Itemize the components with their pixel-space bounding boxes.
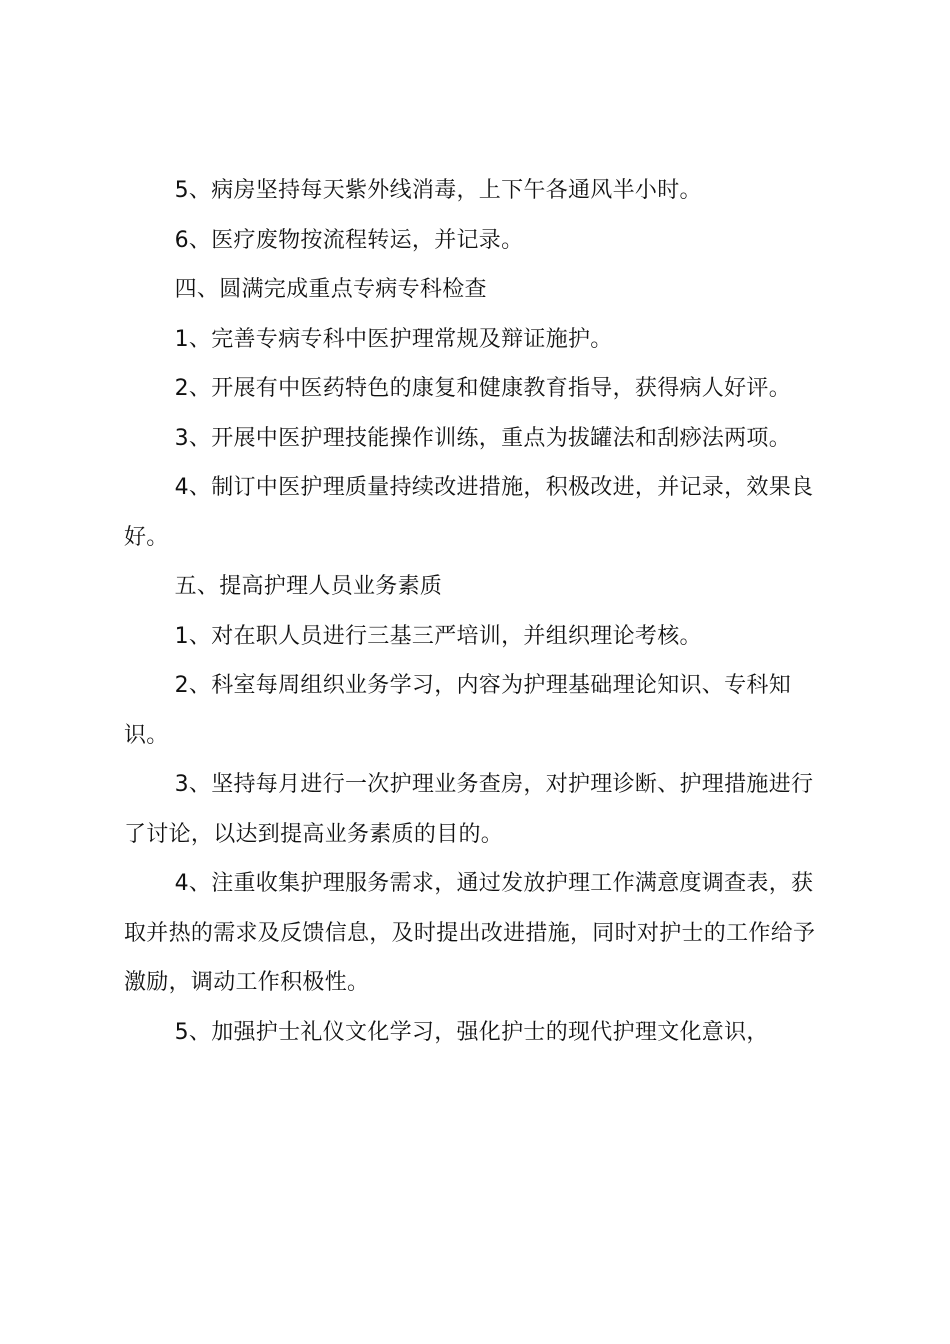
- paragraph-staff-training: 1、对在职人员进行三基三严培训，并组织理论考核。: [174, 623, 702, 649]
- paragraph-etiquette-culture: 5、加强护士礼仪文化学习，强化护士的现代护理文化意识，: [174, 1019, 769, 1045]
- section-heading-staff-quality: 五、提高护理人员业务素质: [174, 574, 443, 599]
- paragraph-health-education: 2、开展有中医药特色的康复和健康教育指导，获得病人好评。: [174, 376, 791, 401]
- paragraph-skill-training: 3、开展中医护理技能操作训练，重点为拔罐法和刮痧法两项。: [174, 425, 791, 451]
- section-heading-specialty-check: 四、圆满完成重点专病专科检查: [174, 277, 487, 302]
- paragraph-medical-waste: 6、医疗废物按流程转运，并记录。: [174, 227, 524, 253]
- paragraph-quality-improvement: 4、制订中医护理质量持续改进措施，积极改进，并记录，效果良好。: [124, 475, 814, 550]
- paragraph-ventilation: 5、病房坚持每天紫外线消毒，上下午各通风半小时。: [174, 178, 702, 203]
- document-body: [124, 166, 832, 1057]
- paragraph-tcm-nursing-routine: 1、完善专病专科中医护理常规及辩证施护。: [174, 326, 613, 352]
- paragraph-ward-rounds: 3、坚持每月进行一次护理业务查房，对护理诊断、护理措施进行了讨论，以达到提高业务素质的目的。: [124, 772, 814, 847]
- paragraph-weekly-study: 2、科室每周组织业务学习，内容为护理基础理论知识、专科知识。: [124, 673, 791, 748]
- paragraph-service-needs: 4、注重收集护理服务需求，通过发放护理工作满意度调查表，获取并热的需求及反馈信息，及时提出改进措施，同时对护士的工作给予激励，调动工作积极性。: [124, 871, 816, 995]
